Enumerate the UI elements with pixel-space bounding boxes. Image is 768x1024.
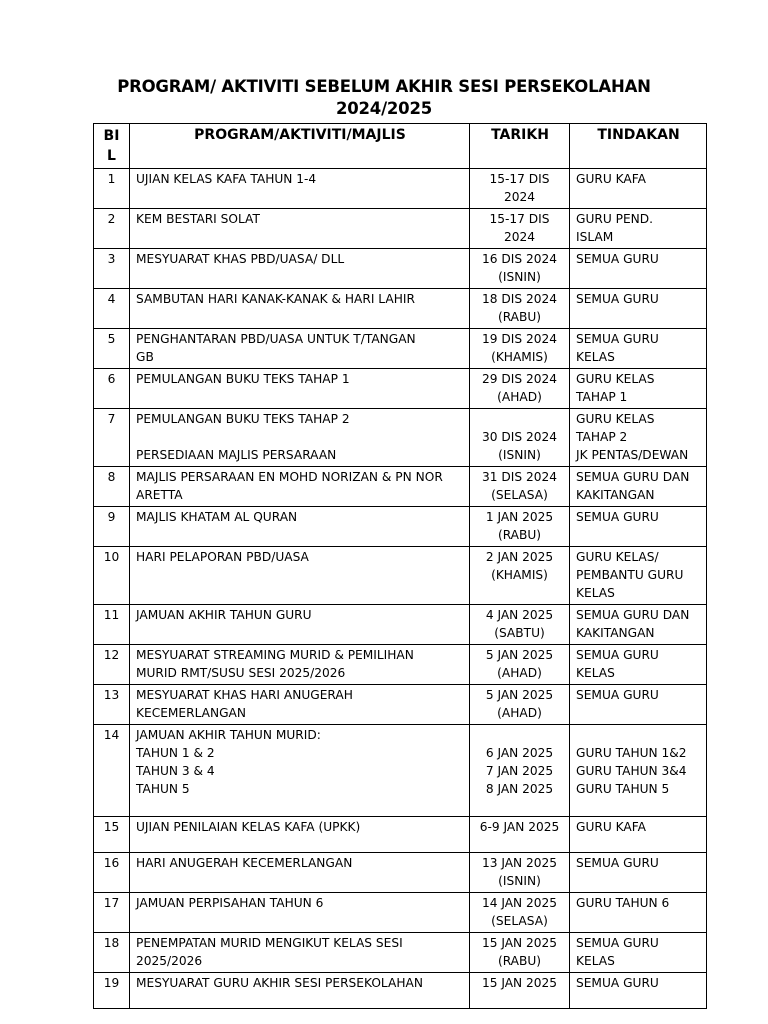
cell-bil: 12	[94, 645, 130, 685]
cell-program: PEMULANGAN BUKU TEKS TAHAP 2 PERSEDIAAN MAJLIS PERSARAAN	[130, 409, 470, 467]
header-tindakan: TINDAKAN	[570, 124, 707, 169]
cell-program: MAJLIS KHATAM AL QURAN	[130, 507, 470, 547]
cell-program: JAMUAN AKHIR TAHUN MURID: TAHUN 1 & 2 TAHUN 3 & 4 TAHUN 5	[130, 725, 470, 817]
cell-tarikh: 16 DIS 2024 (ISNIN)	[470, 249, 570, 289]
cell-tarikh: 15 JAN 2025 (RABU)	[470, 933, 570, 973]
cell-tarikh: 2 JAN 2025 (KHAMIS)	[470, 547, 570, 605]
cell-tarikh: 30 DIS 2024 (ISNIN)	[470, 409, 570, 467]
cell-bil: 17	[94, 893, 130, 933]
cell-tarikh: 5 JAN 2025 (AHAD)	[470, 685, 570, 725]
cell-program: PEMULANGAN BUKU TEKS TAHAP 1	[130, 369, 470, 409]
cell-program: UJIAN KELAS KAFA TAHUN 1-4	[130, 169, 470, 209]
table-row	[94, 685, 707, 725]
header-tarikh: TARIKH	[470, 124, 570, 169]
schedule-table	[93, 123, 707, 1009]
cell-tarikh: 31 DIS 2024 (SELASA)	[470, 467, 570, 507]
cell-tarikh: 6 JAN 2025 7 JAN 2025 8 JAN 2025	[470, 725, 570, 817]
cell-bil: 6	[94, 369, 130, 409]
cell-program: PENEMPATAN MURID MENGIKUT KELAS SESI 2025/2026	[130, 933, 470, 973]
cell-tarikh: 15-17 DIS 2024	[470, 209, 570, 249]
cell-tarikh: 29 DIS 2024 (AHAD)	[470, 369, 570, 409]
header-program: PROGRAM/AKTIVITI/MAJLIS	[130, 124, 470, 169]
cell-tarikh: 18 DIS 2024 (RABU)	[470, 289, 570, 329]
table-row	[94, 547, 707, 605]
table-row	[94, 369, 707, 409]
cell-bil: 19	[94, 973, 130, 1009]
page-title	[0, 76, 768, 120]
cell-program: HARI PELAPORAN PBD/UASA	[130, 547, 470, 605]
cell-tindakan: GURU TAHUN 1&2 GURU TAHUN 3&4 GURU TAHUN 5	[570, 725, 707, 817]
cell-program: JAMUAN PERPISAHAN TAHUN 6	[130, 893, 470, 933]
cell-tindakan: GURU KELAS TAHAP 1	[570, 369, 707, 409]
table-row	[94, 409, 707, 467]
cell-bil: 8	[94, 467, 130, 507]
cell-tarikh: 5 JAN 2025 (AHAD)	[470, 645, 570, 685]
cell-tarikh: 6-9 JAN 2025	[470, 817, 570, 853]
table-row	[94, 209, 707, 249]
cell-program: MESYUARAT KHAS HARI ANUGERAH KECEMERLANGAN	[130, 685, 470, 725]
cell-tarikh: 14 JAN 2025 (SELASA)	[470, 893, 570, 933]
cell-program: MESYUARAT GURU AKHIR SESI PERSEKOLAHAN	[130, 973, 470, 1009]
table-row	[94, 933, 707, 973]
cell-bil: 13	[94, 685, 130, 725]
cell-tarikh: 4 JAN 2025 (SABTU)	[470, 605, 570, 645]
cell-tarikh: 19 DIS 2024 (KHAMIS)	[470, 329, 570, 369]
cell-program: JAMUAN AKHIR TAHUN GURU	[130, 605, 470, 645]
cell-bil: 15	[94, 817, 130, 853]
cell-tindakan: SEMUA GURU KELAS	[570, 933, 707, 973]
title-line-2: 2024/2025	[335, 99, 433, 118]
cell-tindakan: SEMUA GURU	[570, 853, 707, 893]
table-body	[94, 169, 707, 1009]
cell-bil: 10	[94, 547, 130, 605]
header-row	[94, 124, 707, 169]
table-header	[94, 124, 707, 169]
table-row	[94, 249, 707, 289]
cell-tarikh: 13 JAN 2025 (ISNIN)	[470, 853, 570, 893]
table-row	[94, 169, 707, 209]
cell-program: SAMBUTAN HARI KANAK-KANAK & HARI LAHIR	[130, 289, 470, 329]
cell-program: UJIAN PENILAIAN KELAS KAFA (UPKK)	[130, 817, 470, 853]
table-row	[94, 853, 707, 893]
cell-tarikh: 15 JAN 2025	[470, 973, 570, 1009]
cell-tindakan: GURU TAHUN 6	[570, 893, 707, 933]
cell-program: MESYUARAT STREAMING MURID & PEMILIHAN MURID RMT/SUSU SESI 2025/2026	[130, 645, 470, 685]
cell-tindakan: SEMUA GURU	[570, 289, 707, 329]
cell-bil: 7	[94, 409, 130, 467]
table-row	[94, 507, 707, 547]
cell-program: HARI ANUGERAH KECEMERLANGAN	[130, 853, 470, 893]
cell-program: MAJLIS PERSARAAN EN MOHD NORIZAN & PN NOR ARETTA	[130, 467, 470, 507]
cell-tindakan: SEMUA GURU DAN KAKITANGAN	[570, 467, 707, 507]
cell-bil: 18	[94, 933, 130, 973]
table-row	[94, 893, 707, 933]
table-row	[94, 467, 707, 507]
cell-tindakan: SEMUA GURU KELAS	[570, 329, 707, 369]
cell-bil: 16	[94, 853, 130, 893]
cell-tindakan: SEMUA GURU	[570, 507, 707, 547]
cell-tindakan: GURU KELAS TAHAP 2 JK PENTAS/DEWAN	[570, 409, 707, 467]
cell-bil: 9	[94, 507, 130, 547]
cell-bil: 3	[94, 249, 130, 289]
cell-bil: 2	[94, 209, 130, 249]
cell-tindakan: SEMUA GURU	[570, 685, 707, 725]
table-row	[94, 645, 707, 685]
cell-program: MESYUARAT KHAS PBD/UASA/ DLL	[130, 249, 470, 289]
cell-program: KEM BESTARI SOLAT	[130, 209, 470, 249]
cell-tindakan: SEMUA GURU	[570, 249, 707, 289]
title-line-1: PROGRAM/ AKTIVITI SEBELUM AKHIR SESI PERSEKOLAHAN	[117, 77, 651, 96]
cell-bil: 1	[94, 169, 130, 209]
cell-tindakan: SEMUA GURU	[570, 973, 707, 1009]
cell-bil: 11	[94, 605, 130, 645]
cell-tindakan: GURU KELAS/ PEMBANTU GURU KELAS	[570, 547, 707, 605]
cell-program: PENGHANTARAN PBD/UASA UNTUK T/TANGAN GB	[130, 329, 470, 369]
cell-tindakan: GURU KAFA	[570, 169, 707, 209]
table-row	[94, 725, 707, 817]
table-row	[94, 973, 707, 1009]
table-row	[94, 817, 707, 853]
cell-bil: 5	[94, 329, 130, 369]
table-row	[94, 329, 707, 369]
header-bil: BI L	[94, 124, 130, 169]
table-row	[94, 289, 707, 329]
cell-bil: 14	[94, 725, 130, 817]
cell-tindakan: GURU KAFA	[570, 817, 707, 853]
cell-tindakan: SEMUA GURU DAN KAKITANGAN	[570, 605, 707, 645]
cell-tindakan: GURU PEND. ISLAM	[570, 209, 707, 249]
table-row	[94, 605, 707, 645]
cell-tarikh: 1 JAN 2025 (RABU)	[470, 507, 570, 547]
cell-tarikh: 15-17 DIS 2024	[470, 169, 570, 209]
cell-tindakan: SEMUA GURU KELAS	[570, 645, 707, 685]
cell-bil: 4	[94, 289, 130, 329]
